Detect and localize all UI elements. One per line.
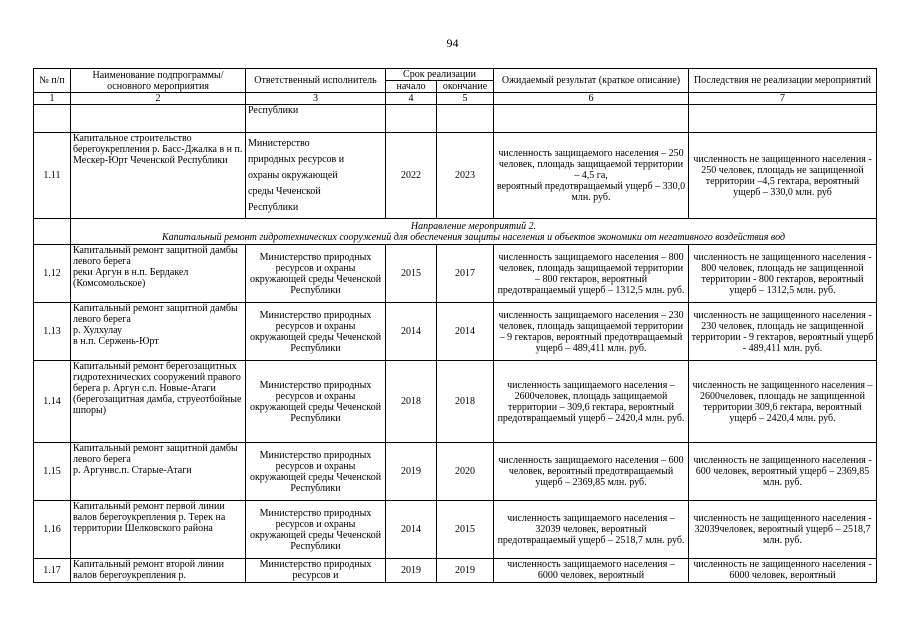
row-result: численность защищаемого населения – 600 человек, вероятный предотвращаемый ущерб – 2369,85 млн. руб. [494,443,689,501]
program-table [33,68,877,583]
row-consequences: численность не защищенного населения - 250 человек, площадь не защищенной территории –4,5 гектара, вероятный ущерб – 330,0 млн. руб [689,133,877,219]
row-consequences: численность не защищенного населения –2600человек, площадь не защищенной территории 309,6 гектара, вероятный ущерб – 2420,4 млн. руб. [689,361,877,443]
col-number: 2 [71,93,246,105]
table-row [34,501,877,559]
row-start: 2014 [386,501,437,559]
header-consequences: Последствия не реализации мероприятий [689,69,877,93]
direction-row [34,219,877,245]
header-result: Ожидаемый результат (краткое описание) [494,69,689,93]
row-num: 1.12 [34,245,71,303]
direction-cell [71,219,877,245]
col-number: 4 [386,93,437,105]
row-start: 2019 [386,559,437,583]
row-start: 2022 [386,133,437,219]
table-row [34,133,877,219]
row-executor: Министерство природных ресурсов и охраны окружающей среды Чеченской Республики [246,443,386,501]
row-executor: Министерство природных ресурсов и охраны окружающей среды Чеченской Республики [246,501,386,559]
col-number: 7 [689,93,877,105]
table-row [34,559,877,583]
table-row [34,361,877,443]
row-num: 1.15 [34,443,71,501]
header-name: Наименование подпрограммы/ основного мероприятия [71,69,246,93]
row-name: Капитальное строительство берегоукрепления р. Басс-Джалка в н п. Мескер-Юрт Чеченской Республики [71,133,246,219]
row-executor: Министерство природных ресурсов и охраны окружающей среды Чеченской Республики [246,303,386,361]
row-executor: Министерство природных ресурсов и [246,559,386,583]
row-num: 1.13 [34,303,71,361]
page-number: 94 [446,36,459,50]
row-result: численность защищаемого населения – 230 человек, площадь защищаемой территории – 9 гектаров, вероятный предотвращаемый ущерб – 489,411 млн. руб. [494,303,689,361]
table-row [34,245,877,303]
row-num: 1.17 [34,559,71,583]
row-num: 1.16 [34,501,71,559]
row-start: 2018 [386,361,437,443]
row-start: 2014 [386,303,437,361]
row-result: численность защищаемого населения – 2600человек, площадь защищаемой территории – 309,6 гектара, вероятный предотвращаемый ущерб – 2420,4 млн. руб. [494,361,689,443]
row-end: 2018 [437,361,494,443]
header-executor: Ответственный исполнитель [246,69,386,93]
row-name: Капитальный ремонт второй линии валов берегоукрепления р. [71,559,246,583]
row-start: 2019 [386,443,437,501]
header-period: Срок реализации [386,69,494,81]
row-end: 2023 [437,133,494,219]
row-end: 2019 [437,559,494,583]
row-consequences: численность не защищенного населения - 230 человек, площадь не защищенной территории - 9 гектаров, вероятный ущерб - 489,411 млн. руб. [689,303,877,361]
row-name: Капитальный ремонт защитной дамбы левого берега р. Хулхулау в н.п. Сержень-Юрт [71,303,246,361]
row-num: 1.14 [34,361,71,443]
row-consequences: численность не защищенного населения - 6000 человек, вероятный [689,559,877,583]
table-row [34,443,877,501]
row-name: Капитальный ремонт защитной дамбы левого берега реки Аргун в н.п. Бердакел (Комсомольское) [71,245,246,303]
col-number: 1 [34,93,71,105]
row-executor: Министерство природных ресурсов и охраны окружающей среды Чеченской Республики [246,133,386,219]
row-result: численность защищаемого населения – 32039 человек, вероятный предотвращаемый ущерб – 2518,7 млн. руб. [494,501,689,559]
header-num: № п/п [34,69,71,93]
row-end: 2020 [437,443,494,501]
row-result: численность защищаемого населения – 6000 человек, вероятный [494,559,689,583]
col-number: 5 [437,93,494,105]
table-row [34,303,877,361]
row-result: численность защищаемого населения – 250 человек, площадь защищаемой территории – 4,5 га, вероятный предотвращаемый ущерб – 330,0 млн. руб. [494,133,689,219]
header-end: окончание [437,81,494,93]
row-end: 2017 [437,245,494,303]
direction-title: Направление мероприятий 2. [410,220,537,232]
row-num: 1.11 [34,133,71,219]
table-row [34,105,877,133]
row-name: Капитальный ремонт защитной дамбы левого берега р. Аргунвс.п. Старые-Атаги [71,443,246,501]
continuation-cell: Республики [246,105,386,133]
row-executor: Министерство природных ресурсов и охраны окружающей среды Чеченской Республики [246,361,386,443]
row-consequences: численность не защищенного населения - 600 человек, вероятный ущерб – 2369,85 млн. руб. [689,443,877,501]
row-result: численность защищаемого населения – 800 человек, площадь защищаемой территории – 800 гектаров, вероятный предотвращаемый ущерб – 1312,5 млн. руб. [494,245,689,303]
row-start: 2015 [386,245,437,303]
col-number: 3 [246,93,386,105]
row-name: Капитальный ремонт первой линии валов берегоукрепления р. Терек на территории Шелковского района [71,501,246,559]
row-consequences: численность не защищенного населения - 800 человек, площадь не защищенной территории - 800 гектаров, вероятный ущерб – 1312,5 млн. руб. [689,245,877,303]
header-start: начало [386,81,437,93]
direction-description: Капитальный ремонт гидротехнических сооружений для обеспечения защиты населения и объектов экономики от негативного воздействия вод [161,231,786,243]
row-name: Капитальный ремонт берегозащитных гидротехнических сооружений правого берега р. Аргун с.п. Новые-Атаги (берегозащитная дамба, струеотбойные шпоры) [71,361,246,443]
row-executor: Министерство природных ресурсов и охраны окружающей среды Чеченской Республики [246,245,386,303]
row-end: 2014 [437,303,494,361]
col-number: 6 [494,93,689,105]
row-consequences: численность не защищенного населения - 32039человек, вероятный ущерб – 2518,7 млн. руб. [689,501,877,559]
row-end: 2015 [437,501,494,559]
